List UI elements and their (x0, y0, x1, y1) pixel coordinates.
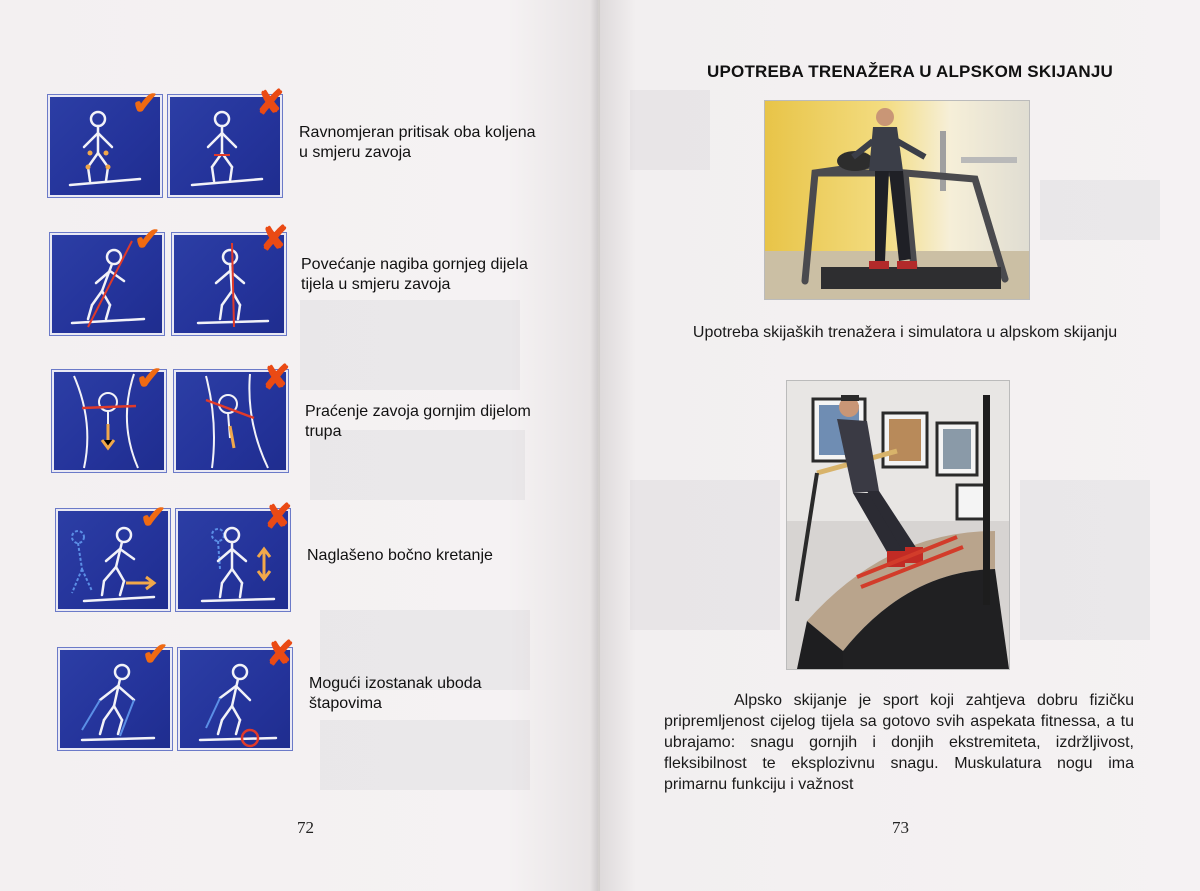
checkmark-icon: ✔ (140, 499, 167, 535)
ski-trainer-photo (764, 100, 1030, 300)
ski-simulator-photo (786, 380, 1010, 670)
bleed-through-shadow (630, 480, 780, 630)
technique-caption: Povećanje nagiba gornjeg dijela tijela u smjeru zavoja (301, 256, 528, 293)
bleed-through-shadow (630, 90, 710, 170)
right-page (600, 0, 1200, 891)
cross-icon: ✘ (264, 498, 293, 536)
technique-row-4 (0, 498, 598, 619)
checkmark-icon: ✔ (132, 85, 159, 121)
cross-icon: ✘ (262, 359, 291, 397)
cross-icon: ✘ (260, 220, 289, 258)
technique-caption: Praćenje zavoja gornjim dijelom trupa (305, 403, 531, 440)
page-title: UPOTREBA TRENAŽERA U ALPSKOM SKIJANJU (707, 62, 1113, 81)
technique-caption: Naglašeno bočno kretanje (307, 547, 493, 564)
technique-row-3 (0, 359, 598, 480)
page-number: 72 (297, 818, 314, 837)
technique-caption: Ravnomjeran pritisak oba koljena u smjeru zavoja (299, 124, 536, 161)
body-paragraph: Alpsko skijanje je sport koji zahtjeva dobru fizičku pripremljenost cijelog tijela sa gotovo svih aspekata fitnessa, a tu ubrajamo: snagu gornjih i donjih ekstremiteta, izdržljivost, fleksibilnost te eksplozivnu snagu. Muskulatura nogu ima primarnu funkciju i važnost (664, 692, 1134, 793)
cross-icon: ✘ (266, 635, 295, 673)
technique-row-2 (0, 220, 598, 343)
checkmark-icon: ✔ (142, 636, 169, 672)
technique-row-1 (0, 84, 598, 205)
technique-caption: Mogući izostanak uboda štapovima (309, 675, 482, 712)
checkmark-icon: ✔ (134, 221, 161, 257)
ski-simulator-photo-image (787, 381, 1009, 669)
checkmark-icon: ✔ (136, 360, 163, 396)
cross-icon: ✘ (256, 84, 285, 122)
bleed-through-shadow (1020, 480, 1150, 640)
left-page (0, 0, 598, 891)
technique-row-5 (0, 635, 598, 758)
bleed-through-shadow (1040, 180, 1160, 240)
ski-trainer-photo-image (765, 101, 1029, 299)
photo-caption: Upotreba skijaških trenažera i simulatora u alpskom skijanju (692, 324, 1118, 341)
page-number: 73 (892, 818, 909, 837)
